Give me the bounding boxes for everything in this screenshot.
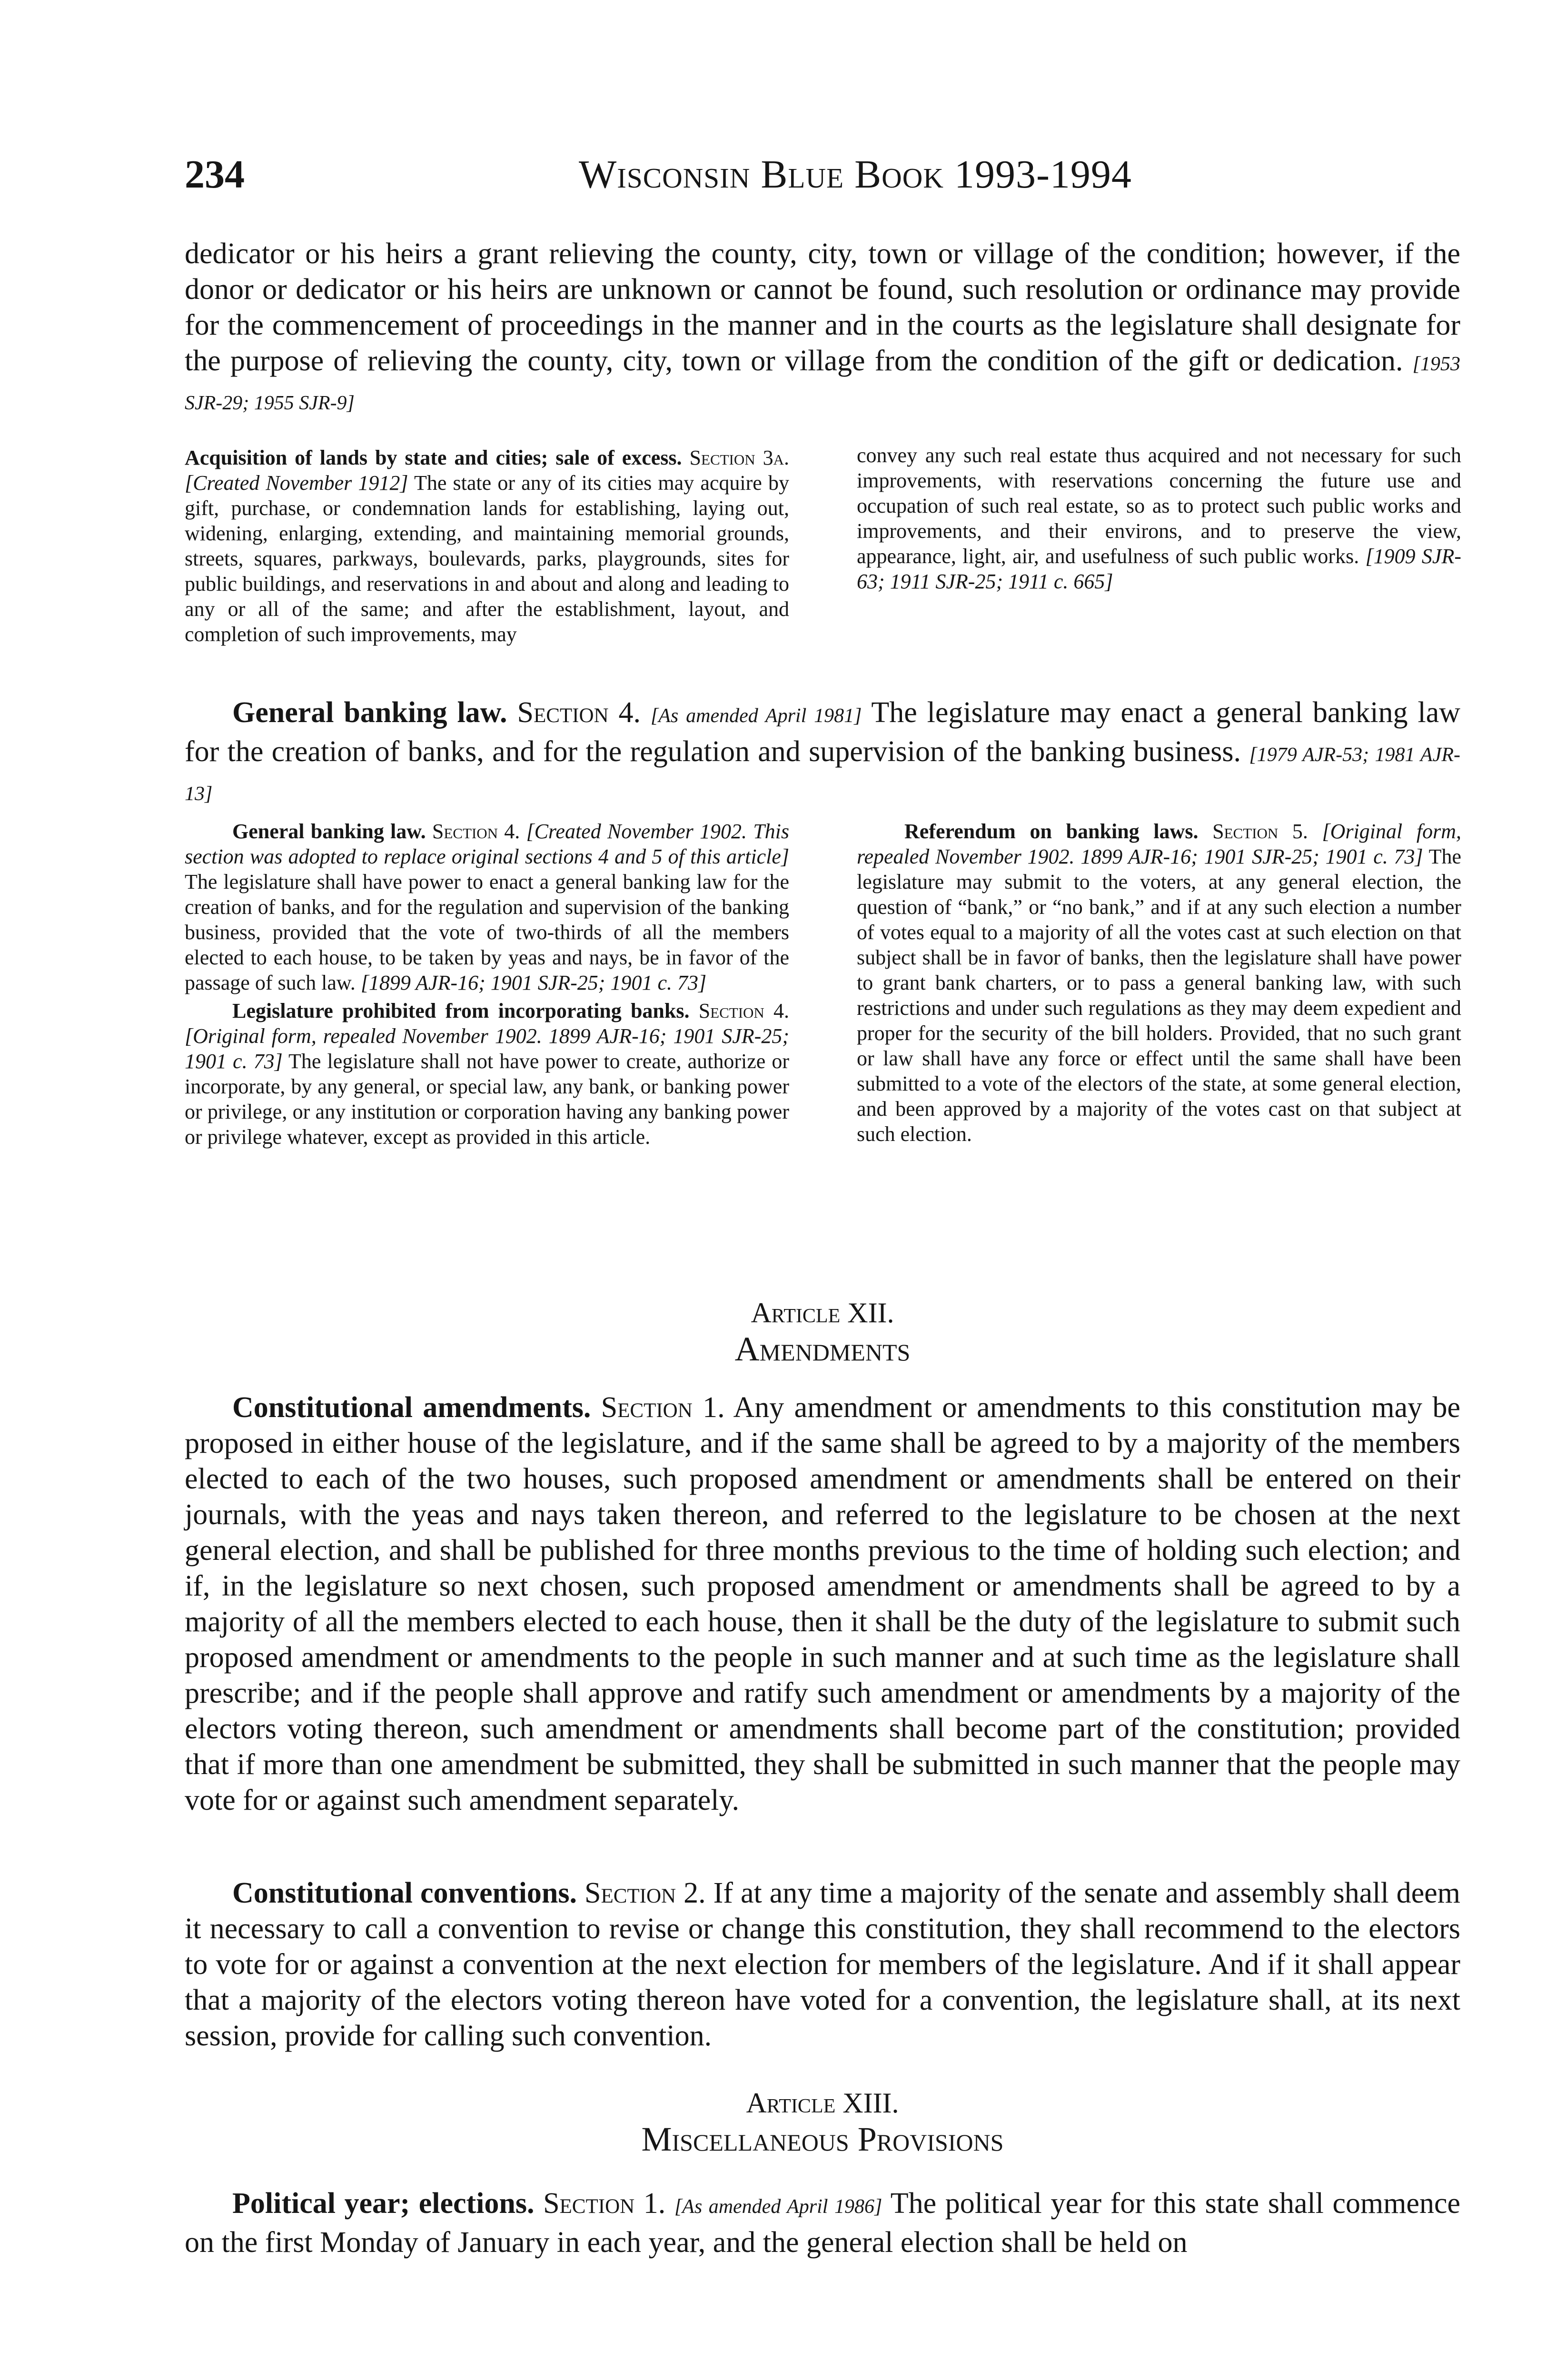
section-4-current: [185, 695, 1460, 812]
article-13-section-1: [185, 2186, 1460, 2261]
article-13-heading: [185, 2085, 1460, 2157]
section-heading: Referendum on banking laws.: [904, 820, 1199, 843]
section-note: [Created November 1902. This section was adopted to replace original sections 4 and 5 of this article]: [185, 820, 790, 868]
section-label: Section 1.: [601, 1391, 725, 1424]
section-3a-left-column: [185, 445, 789, 647]
section-note: [Original form, repealed November 1902. 1899 AJR-16; 1901 SJR-25; 1901 c. 73]: [857, 820, 1462, 868]
section-heading: Constitutional amendments.: [232, 1391, 591, 1424]
section-heading: General banking law.: [232, 820, 426, 843]
section-text: The state or any of its cities may acquire by gift, purchase, or condemnation lands for establishing, laying out, widening, enlarging, extending, and maintaining memorial grounds, streets, squares, parkways, boulevards, parks, playgrounds, sites for public buildings, and reservations in and about and along and leading to any or all of the same; and after the establishment, layout, and completion of such improvements, may: [185, 471, 789, 646]
historical-notes-right-column: [857, 819, 1461, 1147]
continuation-paragraph: [185, 236, 1460, 421]
historical-notes-left-column: [185, 819, 789, 1150]
section-heading: Constitutional conventions.: [232, 1877, 577, 1909]
section-4-original-note: [185, 998, 789, 1150]
article-12-heading: [185, 1295, 1460, 1367]
section-note: [Original form, repealed November 1902. 1899 AJR-16; 1901 SJR-25; 1901 c. 73]: [185, 1024, 789, 1073]
section-heading: Legislature prohibited from incorporating banks.: [232, 999, 690, 1022]
section-label: Section 5.: [1212, 820, 1308, 843]
article-12-section-1: [185, 1390, 1460, 1818]
section-note: [As amended April 1981]: [650, 705, 862, 727]
section-heading: Political year; elections.: [232, 2187, 535, 2220]
section-label: Section 4.: [432, 820, 520, 843]
section-5-original-note: [857, 819, 1461, 1147]
article-label: Article XIII.: [746, 2087, 899, 2119]
section-label: Section 1.: [543, 2187, 666, 2220]
paragraph-text: dedicator or his heirs a grant relieving the county, city, town or village of the condition; however, if the donor or dedicator or his heirs are unknown or cannot be found, such resolution or ordinance may provide for the commencement of proceedings in the manner and in the courts as the legislature shall designate for the purpose of relieving the county, city, town or village from the condition of the gift or dedication.: [185, 238, 1460, 377]
section-label: Section 4.: [517, 696, 641, 729]
article-12-section-2: [185, 1875, 1460, 2054]
page-number: 234: [185, 152, 245, 197]
section-text: Any amendment or amendments to this constitution may be proposed in either house of the legislature, and if the same shall be agreed to by a majority of the members elected to each of the two houses, such proposed amendment or amendments shall be entered on their journals, with the yeas and nays taken thereon, and referred to the legislature to be chosen at the next general election, and shall be published for three months previous to the time of holding such election; and if, in the legislature so next chosen, such proposed amendment or amendments shall be agreed to by a majority of all the members elected to each house, then it shall be the duty of the legislature to submit such proposed amendment or amendments to the people in such manner and at such time as the legislature shall prescribe; and if the people shall approve and ratify such amendment or amendments by a majority of the electors voting thereon, such amendment or amendments shall become part of the constitution; provided that if more than one amendment be submitted, they shall be submitted in such manner that the people may vote for or against such amendment separately.: [185, 1391, 1460, 1816]
section-text: The legislature may submit to the voters, at any general election, the question of “bank,” or “no bank,” and if at any such election a number of votes equal to a majority of all the votes cast at such election on that subject shall be in favor of banks, then the legislature shall have power to grant bank charters, or to pass a general banking law, with such restrictions and under such regulations as they may deem expedient and proper for the security of the bill holders. Provided, that no such grant or law shall have any force or effect until the same shall have been submitted to a vote of the electors of the state, at some general election, and been approved by a majority of the votes cast on that subject at such election.: [857, 845, 1461, 1146]
section-text: If at any time a majority of the senate and assembly shall deem it necessary to call a convention to revise or change this constitution, they shall recommend to the electors to vote for or against a convention at the next election for members of the legislature. And if it shall appear that a majority of the electors voting thereon have voted for a convention, the legislature shall, at its next session, provide for calling such convention.: [185, 1877, 1461, 2052]
section-text: The legislature shall have power to enact a general banking law for the creation of banks, and for the regulation and supervision of the banking business, provided that the vote of two-thirds of all the members elected to each house, to be taken by yeas and nays, be in favor of the passage of such law.: [185, 870, 789, 994]
section-note: [As amended April 1986]: [674, 2196, 882, 2218]
section-4-created-note: [185, 819, 789, 995]
section-text: convey any such real estate thus acquired and not necessary for such improvements, with reservations concerning the future use and occupation of such real estate, so as to protect such public works and improvements, and their environs, and to preserve the view, appearance, light, air, and usefulness of such public works.: [857, 444, 1461, 568]
section-note: [Created November 1912]: [185, 471, 408, 495]
article-title: Miscellaneous Provisions: [641, 2120, 1004, 2158]
section-label: Section 2.: [584, 1877, 706, 1909]
citation: [1979 AJR-53; 1981 AJR-13]: [185, 744, 1460, 805]
citation: [1899 AJR-16; 1901 SJR-25; 1901 c. 73]: [360, 971, 707, 994]
citation: [1953 SJR-29; 1955 SJR-9]: [185, 353, 1461, 414]
section-label: Section 4.: [698, 999, 789, 1022]
article-title: Amendments: [734, 1330, 911, 1368]
section-label: Section 3a.: [689, 446, 790, 469]
section-text: The political year for this state shall commence on the first Monday of January in each year, and the general election shall be held on: [185, 2187, 1461, 2259]
running-title: Wisconsin Blue Book 1993-1994: [579, 152, 1132, 197]
running-header: [185, 151, 1365, 204]
section-3a-right-column: [857, 443, 1461, 594]
section-text: The legislature may enact a general banking law for the creation of banks, and for the regulation and supervision of the banking business.: [185, 696, 1461, 768]
article-label: Article XII.: [751, 1297, 894, 1329]
citation: [1909 SJR-63; 1911 SJR-25; 1911 c. 665]: [857, 545, 1461, 593]
section-heading: General banking law.: [232, 696, 507, 729]
section-text: The legislature shall not have power to create, authorize or incorporate, by any general, or special law, any bank, or banking power or privilege, or any institution or corporation having any banking power or privilege whatever, except as provided in this article.: [185, 1050, 789, 1149]
section-heading: Acquisition of lands by state and cities; sale of excess.: [185, 446, 682, 469]
